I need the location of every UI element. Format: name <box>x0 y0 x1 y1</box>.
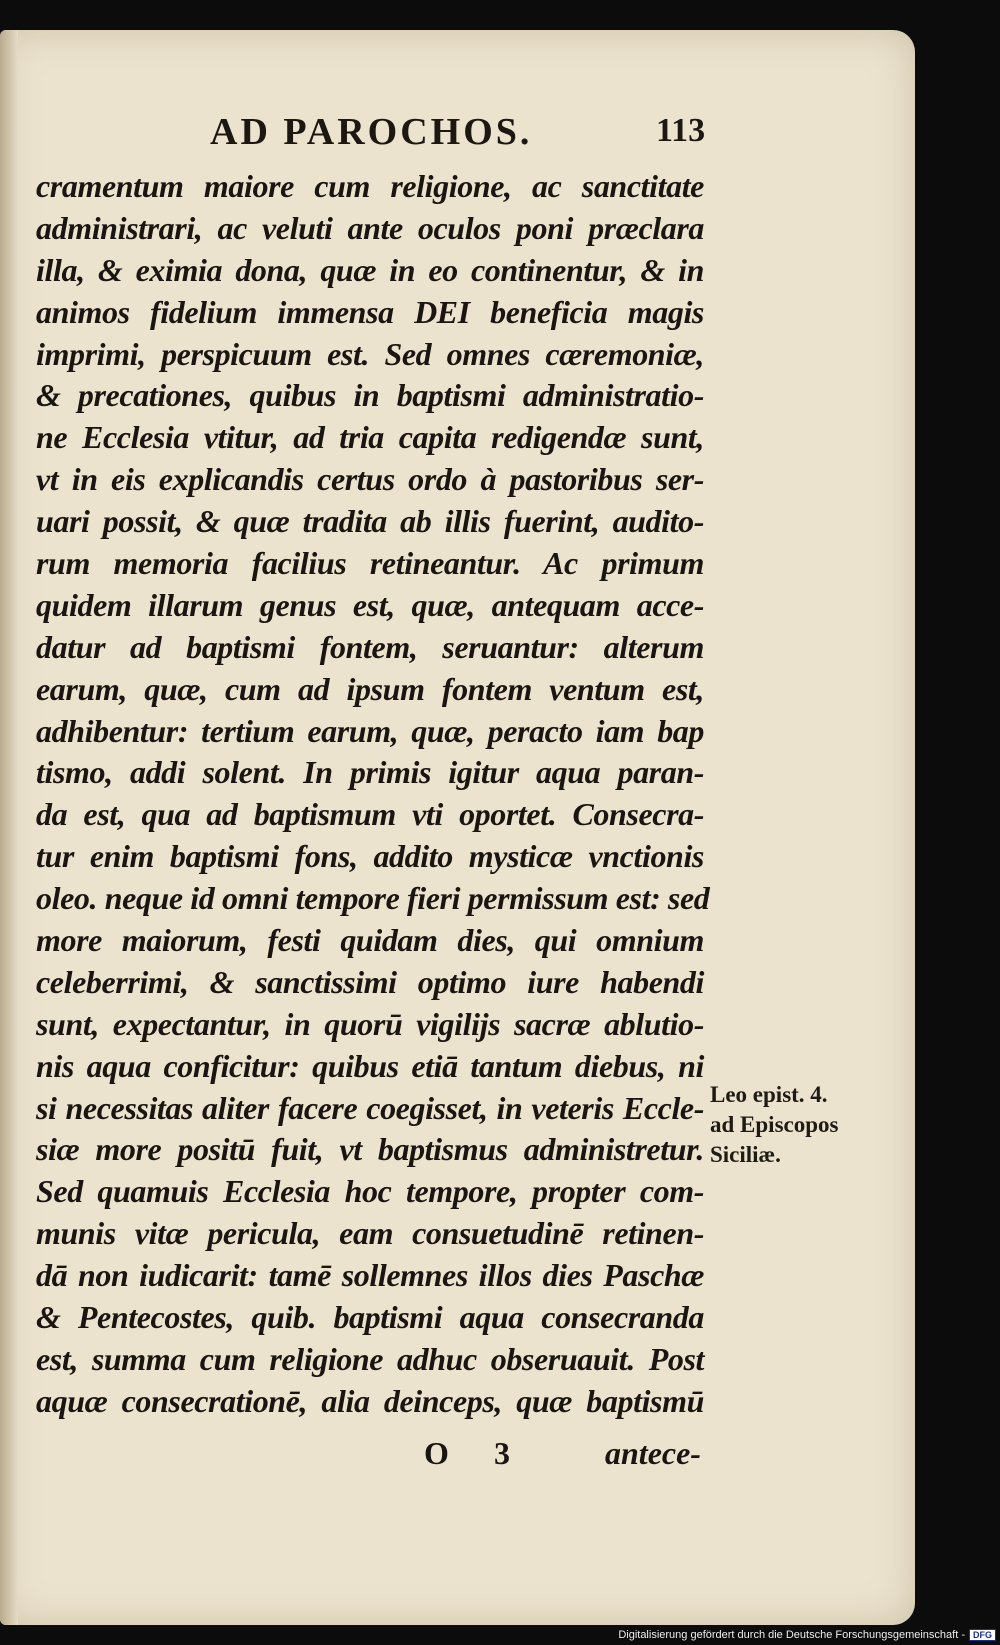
text-line: si necessitas aliter facere coegisset, in veteris Eccle- <box>36 1089 704 1126</box>
text-line: sunt, expectantur, in quorū vigilijs sacræ ablutio- <box>36 1005 704 1042</box>
text-line: vt in eis explicandis certus ordo à pastoribus ser- <box>36 461 704 498</box>
credit-text: Digitalisierung gefördert durch die Deutsche Forschungsgemeinschaft - <box>618 1628 965 1641</box>
text-line: est, summa cum religione adhuc obseruauit. Post <box>36 1340 704 1377</box>
text-line: illa, & eximia dona, quæ in eo continentur, & in <box>36 251 704 288</box>
text-line: nis aqua conficitur: quibus etiā tantum diebus, ni <box>36 1047 704 1084</box>
text-line: dā non iudicarit: tamē sollemnes illos dies Paschæ <box>36 1257 704 1294</box>
text-line: tur enim baptismi fons, addito mysticæ vnctionis <box>36 838 704 875</box>
text-line: & Pentecostes, quib. baptismi aqua consecranda <box>36 1299 704 1336</box>
signature-mark: O <box>424 1435 449 1471</box>
text-line: siæ more positū fuit, vt baptismus administretur. <box>36 1131 704 1168</box>
catchword: antece- <box>605 1435 701 1471</box>
dfg-logo: DFG <box>969 1629 996 1641</box>
page-header <box>0 110 915 160</box>
text-line: oleo. neque id omni tempore fieri permissum est: sed <box>36 880 710 917</box>
text-line: tismo, addi solent. In primis igitur aqua paran- <box>36 754 704 791</box>
marginal-note <box>710 1080 870 1170</box>
text-line: Sed quamuis Ecclesia hoc tempore, propter com- <box>36 1173 704 1210</box>
text-line: aquæ consecrationē, alia deinceps, quæ baptismū <box>36 1382 704 1419</box>
body-text <box>36 166 710 1423</box>
text-line: & precationes, quibus in baptismi administratio- <box>36 377 704 414</box>
text-line: earum, quæ, cum ad ipsum fontem ventum est, <box>36 670 704 707</box>
text-line: more maiorum, festi quidam dies, qui omnium <box>36 922 704 959</box>
text-line: administrari, ac veluti ante oculos poni præclara <box>36 209 704 246</box>
text-line: rum memoria facilius retineantur. Ac primum <box>36 545 704 582</box>
text-line: imprimi, perspicuum est. Sed omnes cæremoniæ, <box>36 335 704 372</box>
text-line: quidem illarum genus est, quæ, antequam acce- <box>36 586 704 623</box>
text-line: munis vitæ pericula, eam consuetudinē retinen- <box>36 1215 704 1252</box>
running-head: AD PAROCHOS. <box>210 111 533 153</box>
page-number: 113 <box>656 112 706 149</box>
marginal-note-line: Siciliæ. <box>710 1142 781 1167</box>
text-line: ne Ecclesia vtitur, ad tria capita redigendæ sunt, <box>36 419 704 456</box>
text-line: datur ad baptismi fontem, seruantur: alterum <box>36 628 704 665</box>
text-line: cramentum maiore cum religione, ac sanctitate <box>36 168 704 204</box>
text-line: adhibentur: tertium earum, quæ, peracto iam bap <box>36 712 704 749</box>
digitization-credit <box>618 1627 996 1642</box>
text-line: uari possit, & quæ tradita ab illis fuerint, audito- <box>36 503 704 540</box>
book-page <box>0 30 915 1625</box>
page-footer <box>0 1435 915 1475</box>
text-line: da est, qua ad baptismum vti oportet. Consecra- <box>36 796 704 833</box>
marginal-note-line: Leo epist. 4. <box>710 1082 828 1107</box>
marginal-note-line: ad Episcopos <box>710 1112 839 1137</box>
text-line: celeberrimi, & sanctissimi optimo iure habendi <box>36 963 704 1000</box>
signature-number: 3 <box>494 1435 510 1471</box>
text-line: animos fidelium immensa DEI beneficia magis <box>36 293 704 330</box>
page-gutter <box>0 30 18 1625</box>
